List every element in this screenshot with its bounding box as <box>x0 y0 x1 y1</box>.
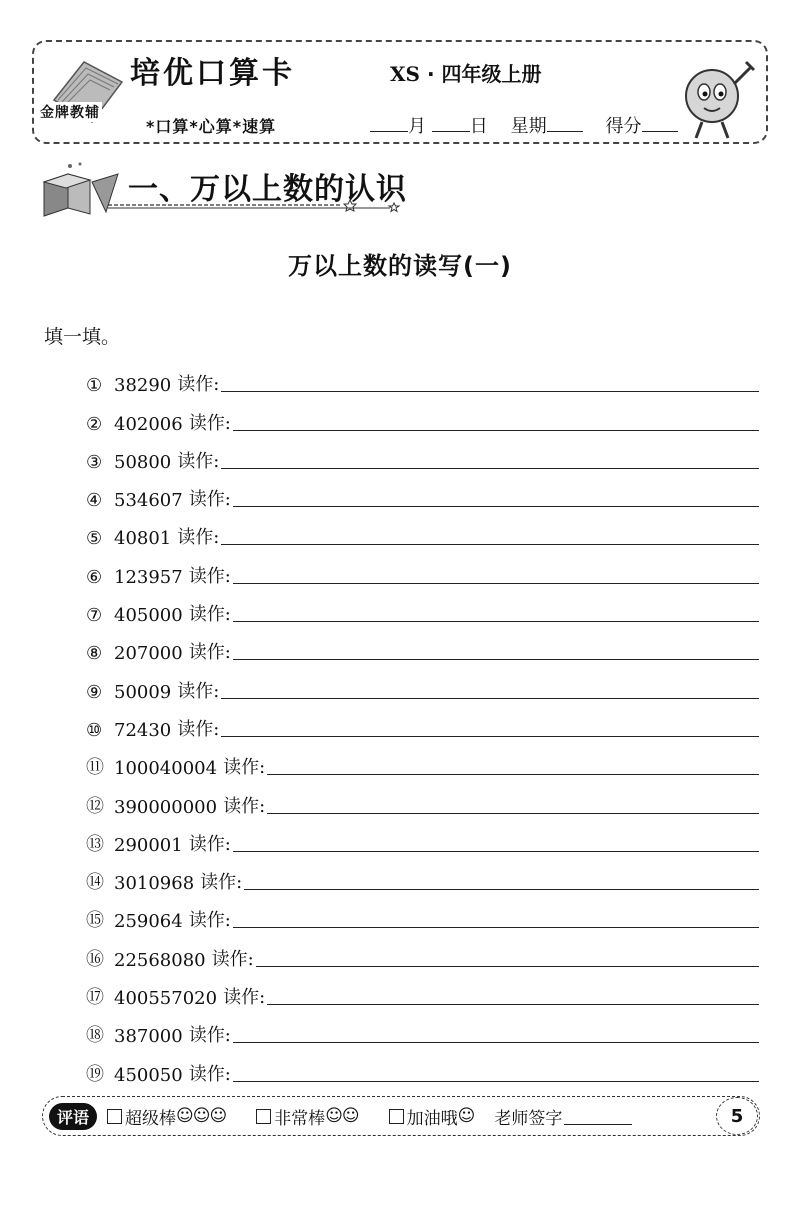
exercise-row <box>86 473 759 511</box>
item-value: 207000 <box>114 643 183 665</box>
lesson-title: 万以上数的读写(一) <box>288 252 512 280</box>
item-value: 400557020 <box>114 988 218 1010</box>
item-label: 读作: <box>223 795 266 817</box>
item-value: 450050 <box>114 1064 183 1086</box>
answer-line[interactable] <box>221 390 759 392</box>
item-value: 123957 <box>114 566 183 588</box>
exercise-list <box>86 358 759 1086</box>
item-number: ⑧ <box>86 643 103 665</box>
exercise-row <box>86 741 759 779</box>
answer-line[interactable] <box>233 850 759 852</box>
signature-blank[interactable] <box>564 1108 632 1125</box>
item-value: 40801 <box>114 528 172 550</box>
exercise-row <box>86 358 759 396</box>
answer-line[interactable] <box>256 965 759 967</box>
date-score-line <box>370 112 678 138</box>
star-icon <box>389 203 399 212</box>
item-value: 22568080 <box>114 949 206 971</box>
book-logo-icon <box>44 52 128 136</box>
item-value: 534607 <box>114 490 183 512</box>
logo-text: 金牌教辅 <box>38 102 102 122</box>
item-value: 50009 <box>114 681 172 703</box>
item-value: 100040004 <box>114 758 218 780</box>
item-number: ⑤ <box>86 528 103 550</box>
signature-label: 老师签字 <box>494 1108 563 1129</box>
item-label: 读作: <box>188 910 231 932</box>
weekday-blank[interactable] <box>547 117 583 132</box>
item-value: 3010968 <box>114 873 195 895</box>
item-label: 读作: <box>177 718 220 740</box>
answer-line[interactable] <box>221 543 759 545</box>
item-value: 38290 <box>114 375 172 397</box>
answer-line[interactable] <box>233 429 759 431</box>
item-label: 读作: <box>211 948 254 970</box>
option-super-label: 超级棒 <box>125 1108 177 1129</box>
exercise-row <box>86 971 759 1009</box>
option-super[interactable] <box>97 1104 226 1129</box>
item-value: 402006 <box>114 413 183 435</box>
item-label: 读作: <box>177 680 220 702</box>
exercise-row <box>86 1047 759 1085</box>
section-title: 一、万以上数的认识 <box>128 172 407 207</box>
edition-label <box>390 58 542 87</box>
answer-line[interactable] <box>221 467 759 469</box>
item-label: 读作: <box>188 642 231 664</box>
item-number: ⑯ <box>86 948 104 970</box>
section-underline <box>108 198 404 214</box>
item-number: ⑥ <box>86 566 103 588</box>
item-label: 读作: <box>223 757 266 779</box>
exercise-row <box>86 779 759 817</box>
item-number: ⑮ <box>86 910 104 932</box>
star-icon <box>344 200 356 211</box>
item-number: ⑲ <box>86 1063 104 1085</box>
item-label: 读作: <box>188 833 231 855</box>
exercise-row <box>86 626 759 664</box>
smiley-icon: ☺☺☺ <box>176 1106 227 1126</box>
exercise-row <box>86 1009 759 1047</box>
answer-line[interactable] <box>267 773 759 775</box>
exercise-row <box>86 435 759 473</box>
answer-line[interactable] <box>233 1041 759 1043</box>
comment-bar <box>42 1096 760 1136</box>
item-value: 405000 <box>114 605 183 627</box>
card-title: 培优口算卡 <box>130 56 295 91</box>
item-number: ⑭ <box>86 872 104 894</box>
smiley-icon: ☺ <box>457 1106 475 1126</box>
item-number: ③ <box>86 451 103 473</box>
edition-prefix: XS <box>390 62 420 86</box>
month-label: 月 <box>408 116 426 137</box>
answer-line[interactable] <box>221 735 759 737</box>
exercise-row <box>86 549 759 587</box>
score-label: 得分 <box>605 116 642 137</box>
item-number: ⑰ <box>86 987 104 1009</box>
answer-line[interactable] <box>267 1003 759 1005</box>
item-label: 读作: <box>188 604 231 626</box>
answer-line[interactable] <box>244 888 759 890</box>
answer-line[interactable] <box>233 926 759 928</box>
answer-line[interactable] <box>221 697 759 699</box>
item-label: 读作: <box>177 450 220 472</box>
day-label: 日 <box>469 116 488 137</box>
item-value: 259064 <box>114 911 183 933</box>
item-value: 50800 <box>114 451 172 473</box>
option-super-checkbox[interactable] <box>107 1109 122 1124</box>
header-card <box>32 40 768 144</box>
edition-grade: · 四年级上册 <box>426 62 542 86</box>
exercise-row <box>86 588 759 626</box>
item-label: 读作: <box>177 527 220 549</box>
mascot-icon <box>668 46 760 142</box>
answer-line[interactable] <box>233 658 759 660</box>
answer-line[interactable] <box>233 582 759 584</box>
comment-badge: 评语 <box>49 1103 97 1130</box>
exercise-row <box>86 703 759 741</box>
item-number: ② <box>86 413 103 435</box>
page-number: 5 <box>716 1097 758 1135</box>
exercise-row <box>86 818 759 856</box>
item-label: 读作: <box>188 565 231 587</box>
answer-line[interactable] <box>233 505 759 507</box>
item-value: 290001 <box>114 834 183 856</box>
month-blank[interactable] <box>370 117 408 132</box>
item-label: 读作: <box>223 987 266 1009</box>
item-number: ⑪ <box>86 757 104 779</box>
exercise-row <box>86 932 759 970</box>
item-number: ⑬ <box>86 833 104 855</box>
option-keep-going-label: 加油哦 <box>406 1108 458 1129</box>
smiley-icon: ☺☺ <box>325 1106 359 1126</box>
instruction: 填一填。 <box>44 326 121 348</box>
item-value: 390000000 <box>114 796 218 818</box>
option-great-checkbox[interactable] <box>256 1109 271 1124</box>
item-label: 读作: <box>188 489 231 511</box>
weekday-label: 星期 <box>510 116 547 137</box>
item-number: ⑱ <box>86 1025 104 1047</box>
item-number: ⑦ <box>86 605 103 627</box>
item-number: ④ <box>86 490 103 512</box>
exercise-row <box>86 856 759 894</box>
item-label: 读作: <box>188 1025 231 1047</box>
exercise-row <box>86 894 759 932</box>
item-label: 读作: <box>200 872 243 894</box>
exercise-row <box>86 664 759 702</box>
answer-line[interactable] <box>233 620 759 622</box>
day-blank[interactable] <box>432 117 470 132</box>
item-label: 读作: <box>177 374 220 396</box>
option-keep-going[interactable] <box>379 1104 475 1129</box>
answer-line[interactable] <box>233 1080 759 1082</box>
exercise-row <box>86 396 759 434</box>
item-number: ① <box>86 375 103 397</box>
option-keep-going-checkbox[interactable] <box>389 1109 404 1124</box>
option-great[interactable] <box>246 1104 358 1129</box>
item-label: 读作: <box>188 412 231 434</box>
item-value: 387000 <box>114 1026 183 1048</box>
exercise-row <box>86 511 759 549</box>
item-number: ⑫ <box>86 795 104 817</box>
subtitle: *口算*心算*速算 <box>146 117 277 136</box>
item-number: ⑩ <box>86 719 103 741</box>
item-label: 读作: <box>188 1063 231 1085</box>
answer-line[interactable] <box>267 812 759 814</box>
option-great-label: 非常棒 <box>274 1108 326 1129</box>
item-number: ⑨ <box>86 681 103 703</box>
item-value: 72430 <box>114 719 172 741</box>
